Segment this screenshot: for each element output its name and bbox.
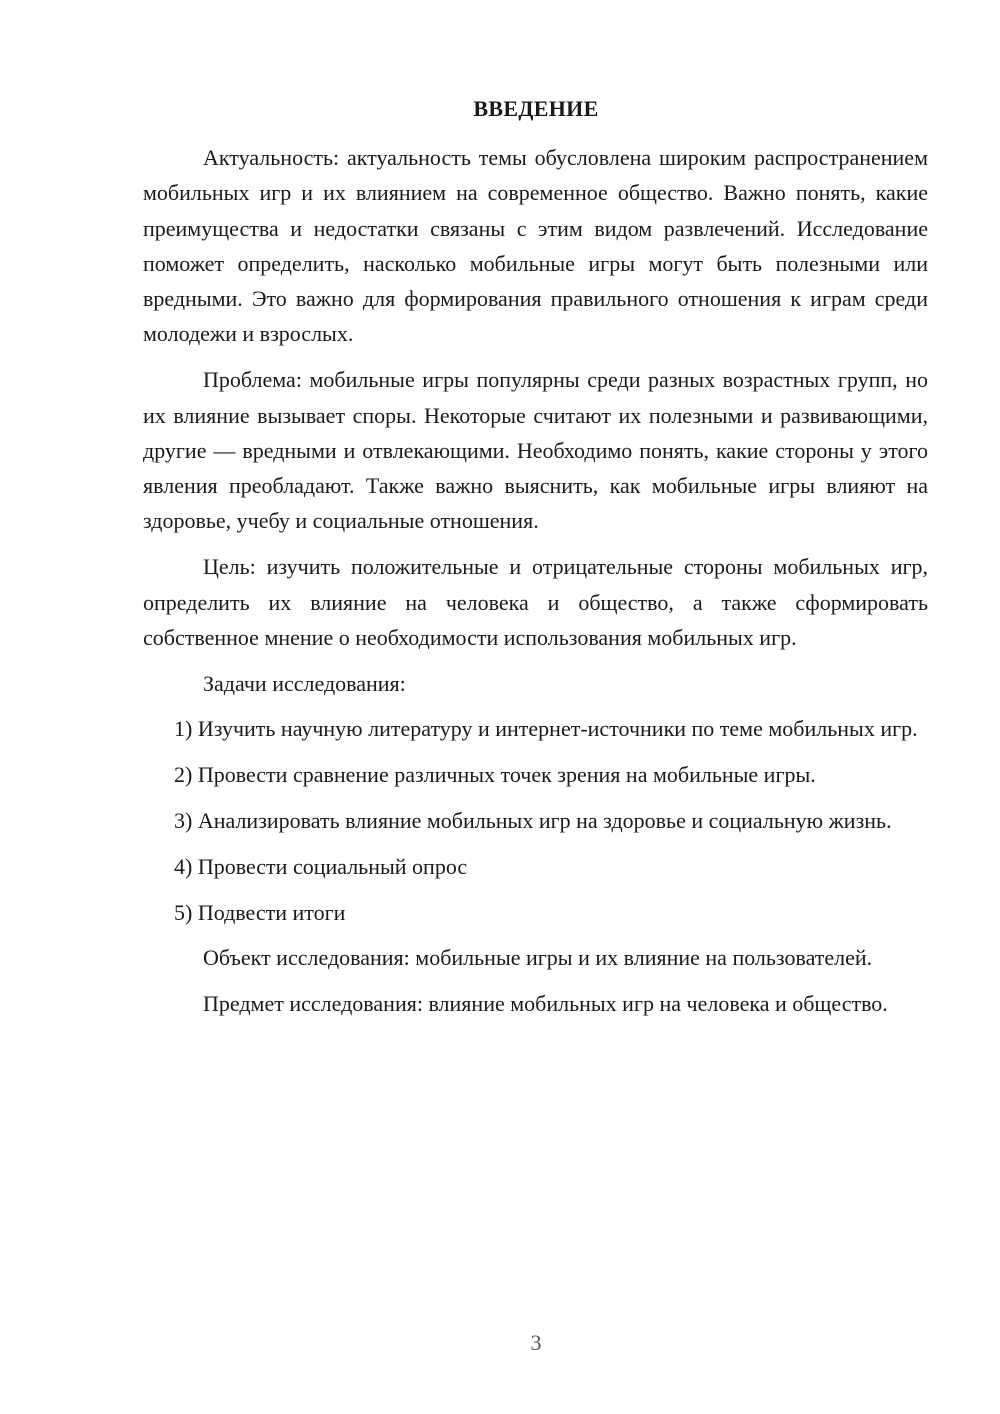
task-item: 1) Изучить научную литературу и интернет-источники по теме мобильных игр. bbox=[174, 716, 918, 742]
page-number: 3 bbox=[530, 1330, 542, 1355]
task-item: 3) Анализировать влияние мобильных игр на здоровье и социальную жизнь. bbox=[174, 808, 892, 834]
tasks-heading: Задачи исследования: bbox=[203, 670, 406, 696]
paragraph-relevance: Актуальность: актуальность темы обусловлена широким распространением мобильных игр и их влиянием на современное общество. Важно понять, какие преимущества и недостатки связаны с этим видом развлечений. Исследование поможет определить, насколько мобильные игры могут быть полезными или вредными. Это важно для формирования правильного отношения к играм среди молодежи и взрослых. bbox=[143, 145, 928, 347]
paragraph-subject: Предмет исследования: влияние мобильных игр на человека и общество. bbox=[203, 991, 888, 1017]
paragraph-problem: Проблема: мобильные игры популярны среди разных возрастных групп, но их влияние вызывает споры. Некоторые считают их полезными и развивающими, другие — вредными и отвлекающими. Необходимо понять, какие стороны у этого явления преобладают. Также важно выяснить, как мобильные игры влияют на здоровье, учебу и социальные отношения. bbox=[143, 367, 928, 534]
page-title: ВВЕДЕНИЕ bbox=[473, 96, 599, 121]
paragraph-goal: Цель: изучить положительные и отрицательные стороны мобильных игр, определить их влияние на человека и общество, а также сформировать собственное мнение о необходимости использования мобильных игр. bbox=[143, 554, 928, 650]
task-item: 4) Провести социальный опрос bbox=[174, 853, 468, 879]
task-item: 5) Подвести итоги bbox=[174, 899, 346, 925]
paragraph-object: Объект исследования: мобильные игры и их влияние на пользователей. bbox=[203, 945, 873, 971]
task-item: 2) Провести сравнение различных точек зрения на мобильные игры. bbox=[174, 762, 816, 788]
document-body bbox=[143, 140, 928, 1032]
